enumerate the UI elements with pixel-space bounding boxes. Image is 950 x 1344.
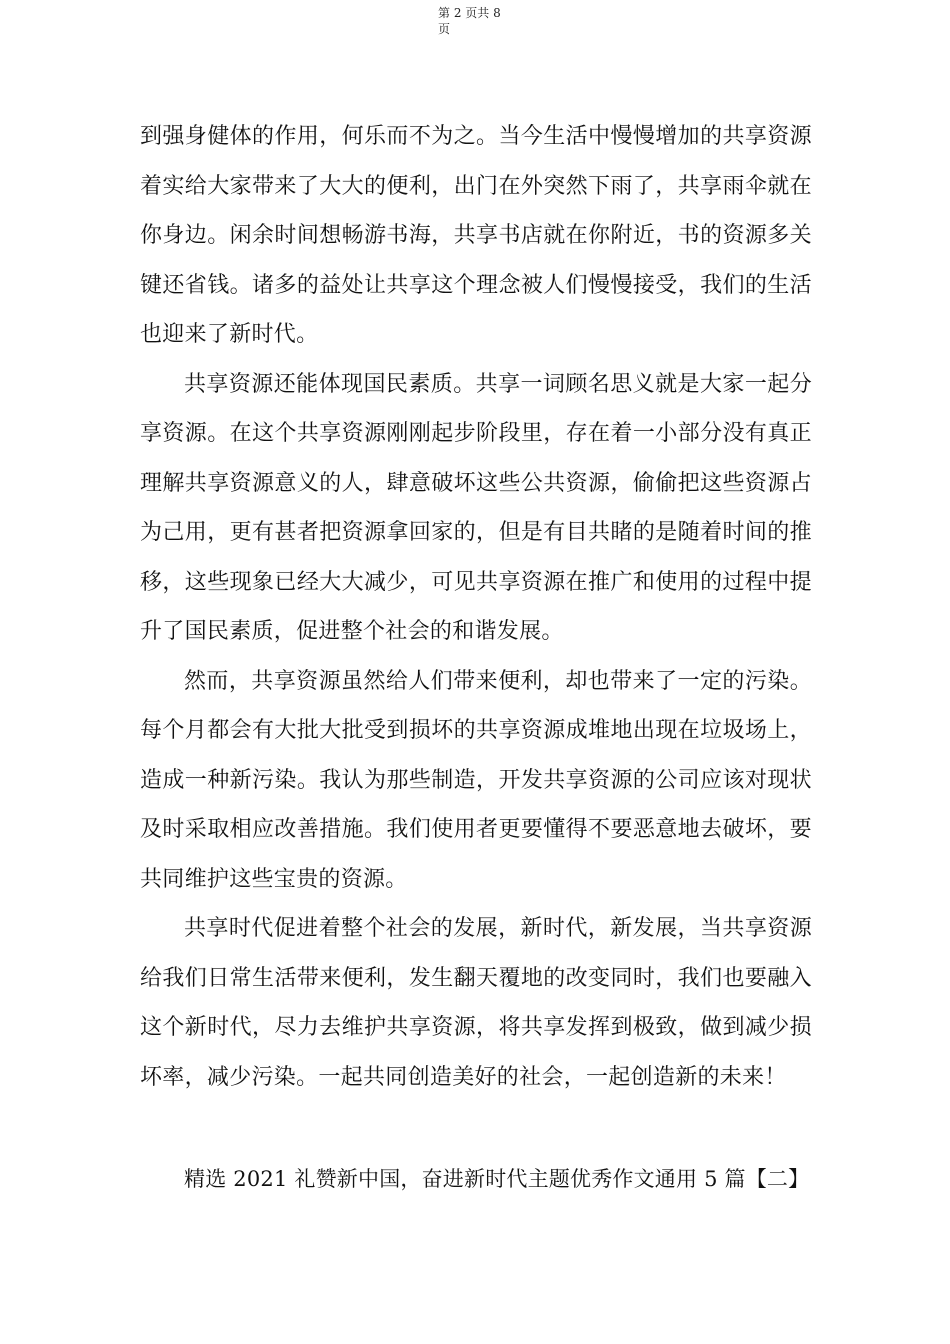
page-number-header [438,5,518,37]
paragraph-national-quality: 共享资源还能体现国民素质。共享一词顾名思义就是大家一起分享资源。在这个共享资源刚刚起步阶段里，存在着一小部分没有真正理解共享资源意义的人，肆意破坏这些公共资源，偷偷把这些资源占为己用，更有甚者把资源拿回家的，但是有目共睹的是随着时间的推移，这些现象已经大大减少，可见共享资源在推广和使用的过程中提升了国民素质，促进整个社会的和谐发展。 [140,371,812,644]
section-heading: 精选 2021 礼赞新中国，奋进新时代主题优秀作文通用 5 篇【二】 [184,1167,810,1191]
document-body [140,112,812,1102]
paragraph-conclusion: 共享时代促进着整个社会的发展，新时代，新发展，当共享资源给我们日常生活带来便利，发生翻天覆地的改变同时，我们也要融入这个新时代，尽力去维护共享资源，将共享发挥到极致，做到减少损坏率，减少污染。一起共同创造美好的社会，一起创造新的未来！ [140,916,812,1090]
paragraph-pollution: 然而，共享资源虽然给人们带来便利，却也带来了一定的污染。每个月都会有大批大批受到损坏的共享资源成堆地出现在垃圾场上，造成一种新污染。我认为那些制造，开发共享资源的公司应该对现状及时采取相应改善措施。我们使用者更要懂得不要恶意地去破坏，要共同维护这些宝贵的资源。 [140,668,812,892]
paragraph-continued: 到强身健体的作用，何乐而不为之。当今生活中慢慢增加的共享资源着实给大家带来了大大的便利，出门在外突然下雨了，共享雨伞就在你身边。闲余时间想畅游书海，共享书店就在你附近，书的资源多关键还省钱。诸多的益处让共享这个理念被人们慢慢接受，我们的生活也迎来了新时代。 [140,124,812,347]
page-number-line-1: 第 2 页共 8 [438,6,501,20]
page-number-line-2: 页 [438,22,451,36]
